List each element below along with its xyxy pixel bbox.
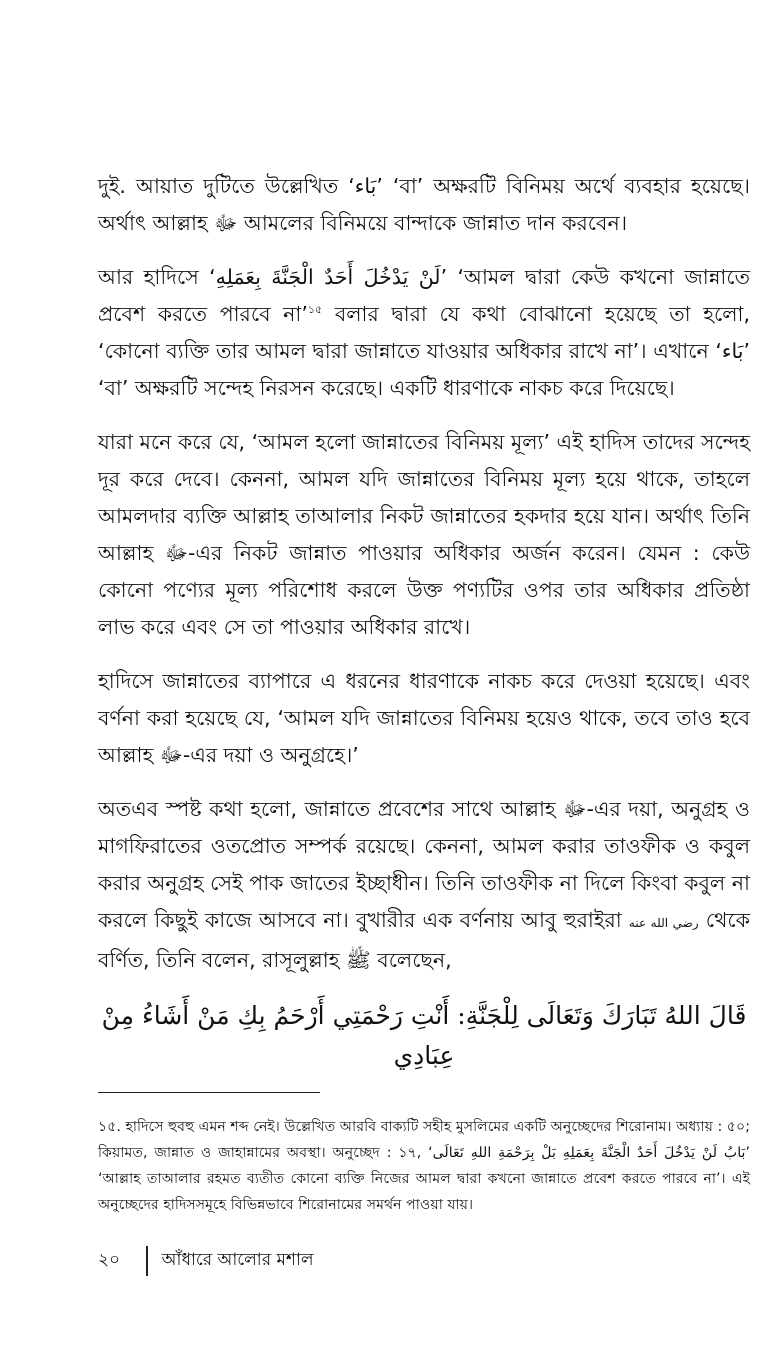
arabic-word: بَاء [721,339,744,363]
footnote-divider [98,1092,320,1093]
honorific-symbol: ﷻ [214,211,238,235]
paragraph-5: অতএব স্পষ্ট কথা হলো, জান্নাতে প্রবেশের সাথে আল্লাহ ﷻ-এর দয়া, অনুগ্রহ ও মাগফিরাতের ওতপ্রোত সম্পর্ক রয়েছে। কেননা, আমল করার তাওফীক ও কবুল করার অনুগ্রহ সেই পাক জাতের ইচ্ছাধীন। তিনি তাওফীক না দিলে কিংবা কবুল না করলে কিছুই কাজে আসবে না। বুখারীর এক বর্ণনায় আবু হুরাইরা رضي الله عنه থেকে বর্ণিত, তিনি বলেন, রাসূলুল্লাহ ﷺ বলেছেন, [98,797,750,972]
main-text [98,168,750,1076]
page-number: ২০ [98,1250,121,1270]
paragraph-2: আর হাদিসে ‘لَنْ يَدْخُلَ أَحَدٌ الْجَنَّةَ بِعَمَلِهِ’ ‘আমল দ্বারা কেউ কখনো জান্নাতে প্রবেশ করতে পারবে না’$^{১৫}$ বলার দ্বারা যে কথা বোঝানো হয়েছে তা হলো, ‘কোনো ব্যক্তি তার আমল দ্বারা জান্নাতে যাওয়ার অধিকার রাখে না’। এখানে ‘بَاء’ ‘বা’ অক্ষরটি সন্দেহ নিরসন করেছে। একটি ধারণাকে নাকচ করে দিয়েছে। [98,265,750,400]
footnote-marker: ১৫ [307,303,323,317]
honorific-symbol: ﷻ [164,541,189,565]
honorific-symbol: ﷻ [563,797,587,821]
arabic-phrase: بَابُ لَنْ يَدْخُلَ أَحَدٌ الْجَنَّةَ بِعَمَلِهِ [562,1145,746,1162]
paragraph-3: যারা মনে করে যে, ‘আমল হলো জান্নাতের বিনিময় মূল্য’ এই হাদিস তাদের সন্দেহ দূর করে দেবে। কেননা, আমল যদি জান্নাতের বিনিময় মূল্য হয়ে থাকে, তাহলে আমলদার ব্যক্তি আল্লাহ তাআলার নিকট জান্নাতের হকদার হয়ে যান। অর্থাৎ তিনি আল্লাহ ﷻ-এর নিকট জান্নাত পাওয়ার অধিকার অর্জন করেন। যেমন : কেউ কোনো পণ্যের মূল্য পরিশোধ করলে উক্ত পণ্যটির ওপর তার অধিকার প্রতিষ্ঠা লাভ করে এবং সে তা পাওয়ার অধিকার রাখে। [98,430,750,639]
arabic-phrase: لَنْ يَدْخُلَ أَحَدٌ الْجَنَّةَ بِعَمَلِهِ [215,265,441,289]
honorific-symbol: رضي الله عنه [628,916,699,930]
book-title: আঁধারে আলোর মশাল [161,1250,314,1270]
arabic-word: بَاء [354,174,377,198]
honorific-symbol: ﷺ [346,948,371,972]
footer-divider [146,1246,148,1276]
page-footer [98,1244,314,1278]
paragraph-1: দুই. আয়াত দুটিতে উল্লেখিত ‘بَاء’ ‘বা’ অক্ষরটি বিনিময় অর্থে ব্যবহার হয়েছে। অর্থাৎ আল্লাহ ﷻ আমলের বিনিময়ে বান্দাকে জান্নাত দান করবেন। [98,174,750,235]
arabic-hadith-quote: قَالَ اللهُ تَبَارَكَ وَتَعَالَى لِلْجَنَّةِ: أَنْتِ رَحْمَتِي أَرْحَمُ بِكِ مَنْ أَشَاءُ مِنْ عِبَادِي [101,1001,747,1070]
paragraph-4: হাদিসে জান্নাতের ব্যাপারে এ ধরনের ধারণাকে নাকচ করে দেওয়া হয়েছে। এবং বর্ণনা করা হয়েছে যে, ‘আমল যদি জান্নাতের বিনিময় হয়েও থাকে, তবে তাও হবে আল্লাহ ﷻ-এর দয়া ও অনুগ্রহে।’ [98,669,750,767]
honorific-symbol: ﷻ [159,743,183,767]
footnote: ১৫. হাদিসে হুবহু এমন শব্দ নেই। উল্লেখিত আরবি বাক্যটি সহীহ মুসলিমের একটি অনুচ্ছেদের শিরোনাম। অধ্যায় : ৫০; কিয়ামত, জান্নাত ও জাহান্নামের অবস্থা। অনুচ্ছেদ : ১৭, ‘ بَابُ لَنْ يَدْخُلَ أَحَدٌ الْجَنَّةَ بِعَمَلِهِ بَلْ بِرَحْمَةِ اللهِ تَعَالَى ’ ‘আল্লাহ তাআলার রহমত ব্যতীত কোনো ব্যক্তি নিজের আমল দ্বারা কখনো জান্নাতে প্রবেশ করতে পারবে না’। এই অনুচ্ছেদের হাদিসসমূহে বিভিন্নভাবে শিরোনামের সমর্থন পাওয়া যায়। [98,1119,750,1214]
arabic-phrase: بَلْ بِرَحْمَةِ اللهِ تَعَالَى [432,1145,557,1162]
